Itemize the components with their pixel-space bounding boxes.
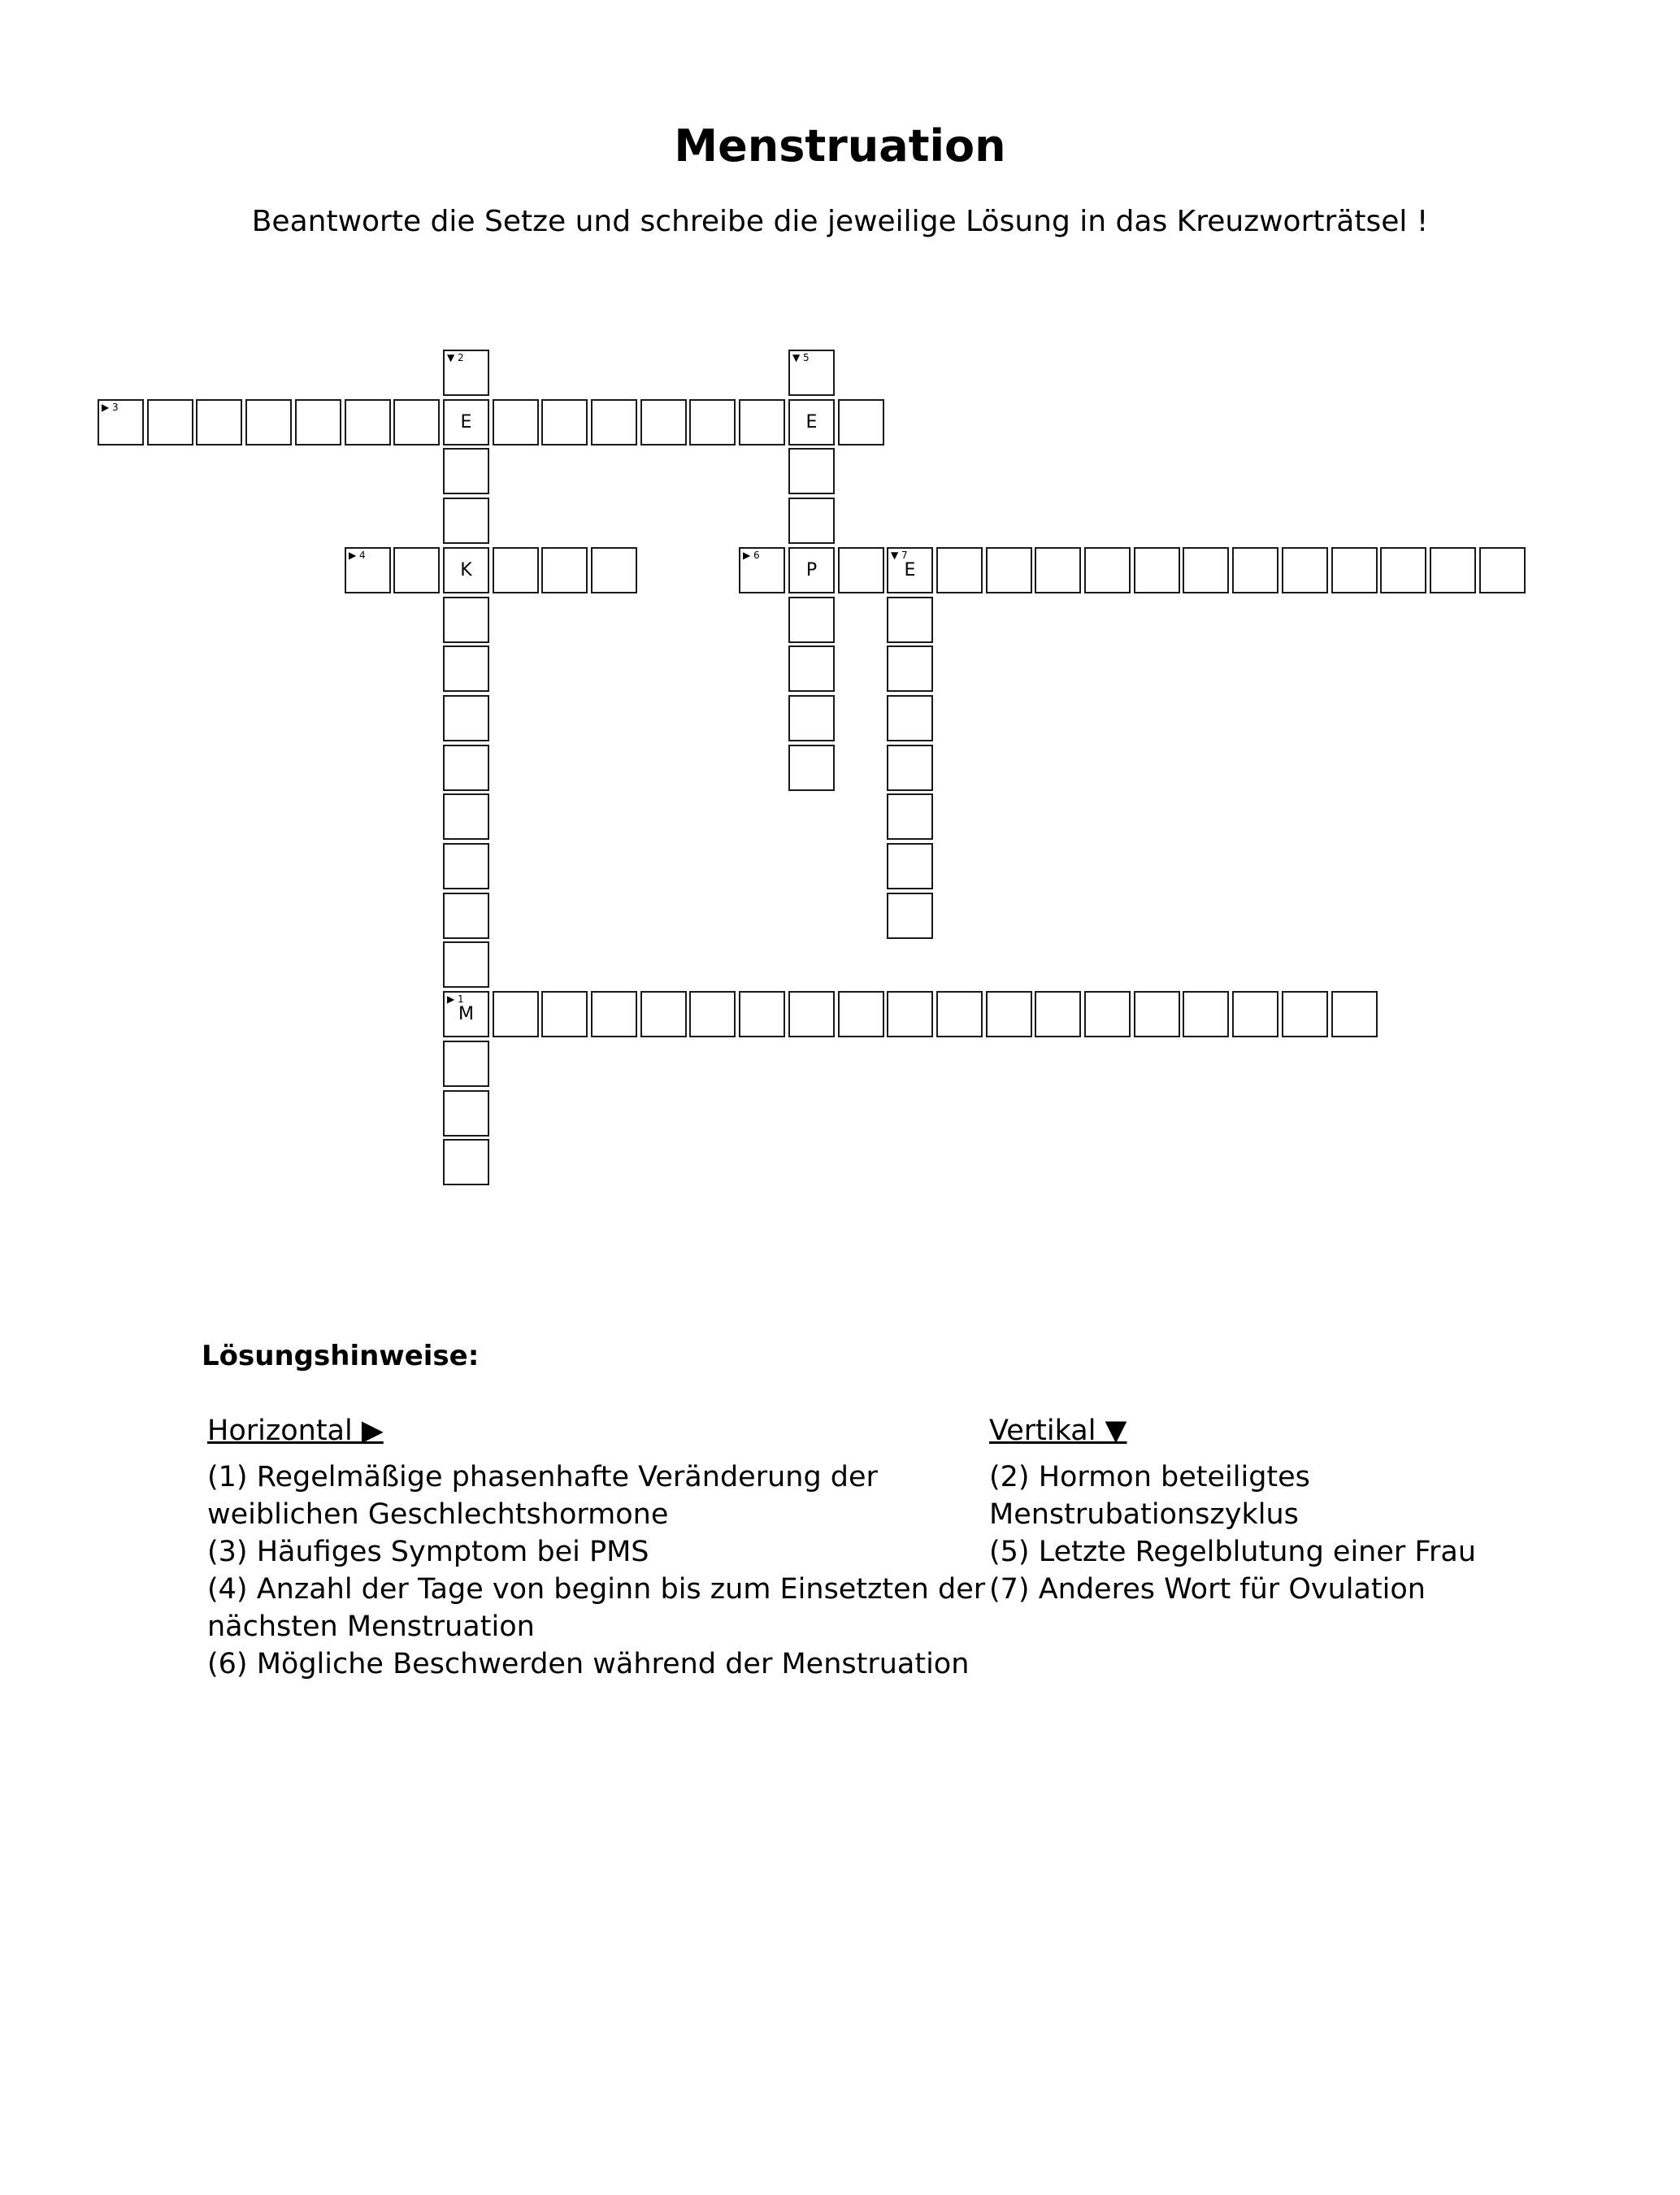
crossword-cell[interactable] xyxy=(1282,991,1328,1037)
crossword-cell[interactable] xyxy=(541,399,588,446)
crossword-cell[interactable] xyxy=(887,745,933,791)
crossword-cell[interactable] xyxy=(245,399,292,446)
given-letter: K xyxy=(460,560,472,580)
clue-down-5: (5) Letzte Regelblutung einer Frau xyxy=(989,1536,1476,1568)
crossword-cell[interactable] xyxy=(838,991,884,1037)
crossword-cell[interactable] xyxy=(443,893,489,939)
crossword-cell[interactable] xyxy=(591,399,637,446)
crossword-cell[interactable] xyxy=(788,399,835,446)
crossword-cell[interactable] xyxy=(443,645,489,692)
crossword-cell[interactable] xyxy=(443,498,489,544)
crossword-cell[interactable] xyxy=(591,991,637,1037)
crossword-cell[interactable] xyxy=(788,350,835,396)
crossword-cell[interactable] xyxy=(1183,991,1229,1037)
crossword-cell[interactable] xyxy=(443,448,489,494)
crossword-cell[interactable] xyxy=(739,991,785,1037)
clue-down-7: (7) Anderes Wort für Ovulation xyxy=(989,1573,1426,1606)
crossword-cell[interactable] xyxy=(541,547,588,593)
crossword-cell[interactable] xyxy=(788,645,835,692)
clue-number: ▶ 1 xyxy=(447,993,464,1005)
crossword-cell[interactable] xyxy=(887,597,933,643)
crossword-cell[interactable] xyxy=(1035,991,1081,1037)
crossword-cell[interactable] xyxy=(640,399,687,446)
crossword-cell[interactable] xyxy=(788,547,835,593)
crossword-cell[interactable] xyxy=(887,793,933,840)
crossword-cell[interactable] xyxy=(443,745,489,791)
given-letter: E xyxy=(460,412,472,432)
crossword-cell[interactable] xyxy=(443,1090,489,1137)
crossword-cell[interactable] xyxy=(788,695,835,741)
crossword-cell[interactable] xyxy=(1084,547,1131,593)
crossword-cell[interactable] xyxy=(1035,547,1081,593)
crossword-cell[interactable] xyxy=(1331,991,1378,1037)
crossword-cell[interactable] xyxy=(147,399,193,446)
crossword-cell[interactable] xyxy=(689,399,736,446)
crossword-cell[interactable] xyxy=(393,547,440,593)
crossword-cell[interactable] xyxy=(788,498,835,544)
crossword-cell[interactable] xyxy=(986,547,1032,593)
crossword-cell[interactable] xyxy=(345,547,391,593)
crossword-cell[interactable] xyxy=(936,991,983,1037)
crossword-cell[interactable] xyxy=(1430,547,1476,593)
horizontal-heading: Horizontal ▶ xyxy=(207,1415,384,1447)
crossword-cell[interactable] xyxy=(443,597,489,643)
crossword-cell[interactable] xyxy=(443,399,489,446)
crossword-cell[interactable] xyxy=(936,547,983,593)
hints-heading: Lösungshinweise: xyxy=(202,1340,480,1372)
given-letter: M xyxy=(458,1004,474,1024)
instruction-text: Beantworte die Setze und schreibe die jeweilige Lösung in das Kreuzworträtsel ! xyxy=(251,205,1429,238)
page-title: Menstruation xyxy=(674,120,1006,172)
crossword-cell[interactable] xyxy=(1232,547,1278,593)
crossword-cell[interactable] xyxy=(443,843,489,889)
crossword-cell[interactable] xyxy=(443,695,489,741)
vertical-clue-list xyxy=(989,1458,1493,1608)
clue-number: ▼ 7 xyxy=(891,550,908,561)
clue-across-3: (3) Häufiges Symptom bei PMS xyxy=(207,1536,649,1568)
crossword-cell[interactable] xyxy=(443,547,489,593)
crossword-cell[interactable] xyxy=(1134,991,1180,1037)
crossword-cell[interactable] xyxy=(443,793,489,840)
crossword-cell[interactable] xyxy=(443,350,489,396)
crossword-cell[interactable] xyxy=(1232,991,1278,1037)
crossword-cell[interactable] xyxy=(887,547,933,593)
horizontal-clue-list xyxy=(207,1458,996,1683)
crossword-cell[interactable] xyxy=(1134,547,1180,593)
crossword-cell[interactable] xyxy=(838,547,884,593)
crossword-cell[interactable] xyxy=(541,991,588,1037)
clue-number: ▶ 3 xyxy=(102,402,119,413)
crossword-cell[interactable] xyxy=(640,991,687,1037)
crossword-cell[interactable] xyxy=(1331,547,1378,593)
clue-down-2: (2) Hormon beteiligtes Menstrubationszyklus xyxy=(989,1461,1310,1531)
given-letter: E xyxy=(805,412,818,432)
crossword-cell[interactable] xyxy=(887,991,933,1037)
crossword-cell[interactable] xyxy=(1183,547,1229,593)
crossword-cell[interactable] xyxy=(788,745,835,791)
crossword-cell[interactable] xyxy=(689,991,736,1037)
crossword-cell[interactable] xyxy=(838,399,884,446)
crossword-cell[interactable] xyxy=(887,695,933,741)
crossword-cell[interactable] xyxy=(788,597,835,643)
crossword-cell[interactable] xyxy=(887,843,933,889)
crossword-cell[interactable] xyxy=(986,991,1032,1037)
crossword-cell[interactable] xyxy=(443,1041,489,1087)
crossword-cell[interactable] xyxy=(443,991,489,1037)
clue-number: ▼ 2 xyxy=(447,352,464,363)
crossword-cell[interactable] xyxy=(443,1139,489,1185)
clue-across-1: (1) Regelmäßige phasenhafte Veränderung der weiblichen Geschlechtshormone xyxy=(207,1461,878,1531)
crossword-cell[interactable] xyxy=(591,547,637,593)
crossword-cell[interactable] xyxy=(887,893,933,939)
crossword-cell[interactable] xyxy=(1084,991,1131,1037)
crossword-cell[interactable] xyxy=(196,399,242,446)
clue-number: ▶ 4 xyxy=(349,550,366,561)
crossword-cell[interactable] xyxy=(443,941,489,988)
crossword-cell[interactable] xyxy=(1479,547,1526,593)
crossword-cell[interactable] xyxy=(493,547,539,593)
clue-number: ▶ 6 xyxy=(743,550,760,561)
crossword-cell[interactable] xyxy=(493,399,539,446)
crossword-cell[interactable] xyxy=(98,399,144,446)
crossword-cell[interactable] xyxy=(788,448,835,494)
crossword-cell[interactable] xyxy=(345,399,391,446)
crossword-cell[interactable] xyxy=(295,399,341,446)
crossword-cell[interactable] xyxy=(1282,547,1328,593)
given-letter: P xyxy=(805,560,818,580)
clue-number: ▼ 5 xyxy=(792,352,810,363)
vertical-heading: Vertikal ▼ xyxy=(989,1415,1127,1447)
clue-across-4: (4) Anzahl der Tage von beginn bis zum Einsetzten der nächsten Menstruation xyxy=(207,1573,986,1643)
crossword-cell[interactable] xyxy=(1380,547,1426,593)
crossword-cell[interactable] xyxy=(788,991,835,1037)
clue-across-6: (6) Mögliche Beschwerden während der Menstruation xyxy=(207,1648,970,1680)
crossword-cell[interactable] xyxy=(887,645,933,692)
crossword-cell[interactable] xyxy=(739,399,785,446)
crossword-cell[interactable] xyxy=(739,547,785,593)
crossword-cell[interactable] xyxy=(493,991,539,1037)
crossword-cell[interactable] xyxy=(393,399,440,446)
given-letter: E xyxy=(904,560,916,580)
